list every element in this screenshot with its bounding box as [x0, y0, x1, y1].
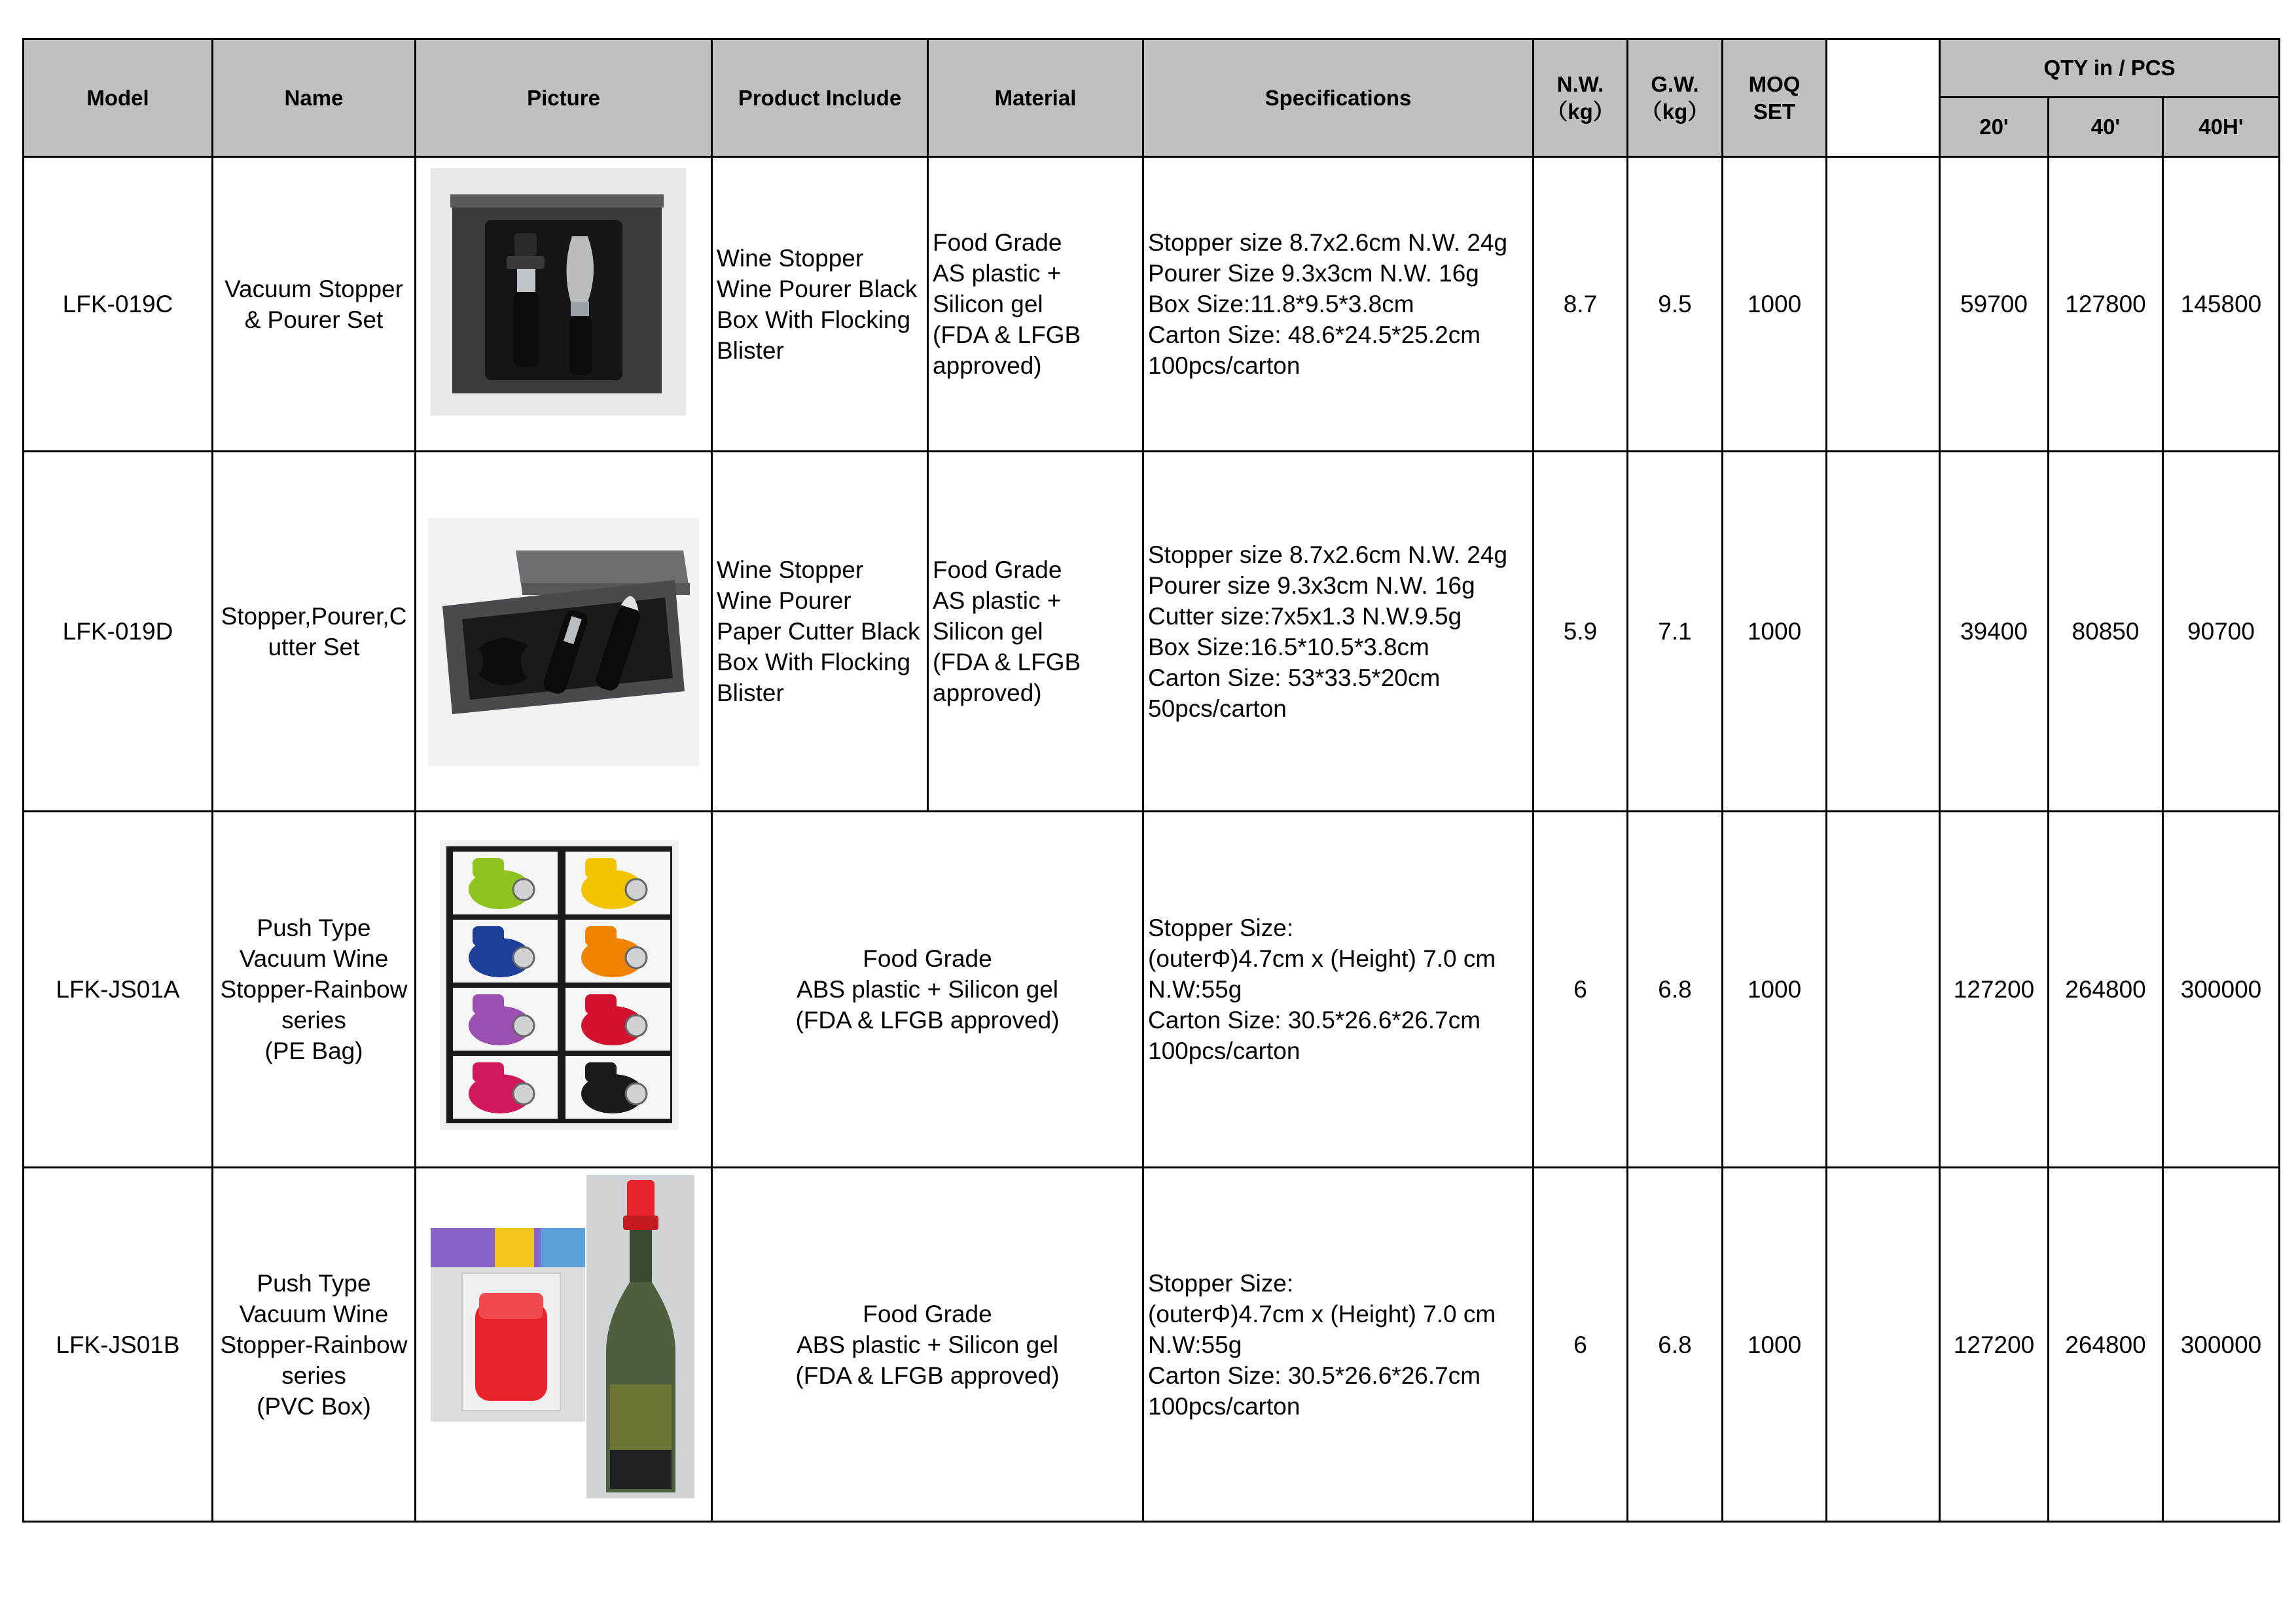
qty-40h-cell: 300000	[2163, 1168, 2280, 1522]
header-picture: Picture	[416, 39, 712, 157]
qty-40-cell: 264800	[2049, 1168, 2163, 1522]
product-include-cell: Wine Stopper Wine Pourer Paper Cutter Black Box With Flocking Blister	[712, 452, 928, 812]
stopper-valve	[513, 879, 534, 900]
qty-40h-cell: 145800	[2163, 157, 2280, 452]
wine-stopper-set-photo	[416, 158, 711, 450]
header-model: Model	[24, 39, 213, 157]
header-qty: QTY in / PCS	[1940, 39, 2280, 98]
moq-cell: 1000	[1723, 1168, 1827, 1522]
header-qty-40: 40'	[2049, 98, 2163, 157]
model-cell: LFK-JS01B	[24, 1168, 213, 1522]
qty-40h-cell: 300000	[2163, 812, 2280, 1168]
header-product-include: Product Include	[712, 39, 928, 157]
qty-40-cell: 80850	[2049, 452, 2163, 812]
blank-cell	[1827, 452, 1940, 812]
stopper-valve	[513, 1083, 534, 1104]
include-material-cell: Food Grade ABS plastic + Silicon gel (FDA & LFGB approved)	[712, 812, 1143, 1168]
blank-cell	[1827, 157, 1940, 452]
table-row	[24, 157, 2280, 452]
picture-cell	[416, 812, 712, 1168]
qty-20-cell: 127200	[1940, 812, 2049, 1168]
model-cell: LFK-019D	[24, 452, 213, 812]
qty-40h-cell: 90700	[2163, 452, 2280, 812]
header-name: Name	[213, 39, 416, 157]
moq-cell: 1000	[1723, 452, 1827, 812]
header-moq: MOQ SET	[1723, 39, 1827, 157]
pvc-box-stopper-photo	[416, 1168, 711, 1521]
nw-cell: 6	[1534, 1168, 1628, 1522]
header-gw: G.W. （kg）	[1628, 39, 1723, 157]
qty-40-cell: 264800	[2049, 812, 2163, 1168]
gw-cell: 6.8	[1628, 812, 1723, 1168]
header-qty-20: 20'	[1940, 98, 2049, 157]
table-row	[24, 812, 2280, 1168]
table-row	[24, 1168, 2280, 1522]
table-row	[24, 452, 2280, 812]
picture-cell	[416, 1168, 712, 1522]
name-cell: Stopper,Pourer,C utter Set	[213, 452, 416, 812]
gw-cell: 6.8	[1628, 1168, 1723, 1522]
header-specifications: Specifications	[1143, 39, 1534, 157]
product-include-cell: Wine Stopper Wine Pourer Black Box With Flocking Blister	[712, 157, 928, 452]
specifications-cell: Stopper Size: (outerΦ)4.7cm x (Height) 7.0 cm N.W:55g Carton Size: 30.5*26.6*26.7cm 100pcs/carton	[1143, 812, 1534, 1168]
stopper-valve	[626, 1015, 647, 1036]
nw-cell: 6	[1534, 812, 1628, 1168]
nw-cell: 5.9	[1534, 452, 1628, 812]
qty-40-cell: 127800	[2049, 157, 2163, 452]
gw-cell: 7.1	[1628, 452, 1723, 812]
stopper-valve	[626, 947, 647, 968]
gw-cell: 9.5	[1628, 157, 1723, 452]
stopper-valve	[626, 1083, 647, 1104]
nw-cell: 8.7	[1534, 157, 1628, 452]
stopper-valve	[513, 1015, 534, 1036]
name-cell: Push Type Vacuum Wine Stopper-Rainbow series (PVC Box)	[213, 1168, 416, 1522]
blank-cell	[1827, 812, 1940, 1168]
rainbow-stoppers-photo	[416, 812, 711, 1166]
blank-cell	[1827, 1168, 1940, 1522]
specifications-cell: Stopper Size: (outerΦ)4.7cm x (Height) 7.0 cm N.W:55g Carton Size: 30.5*26.6*26.7cm 100pcs/carton	[1143, 1168, 1534, 1522]
product-spec-table	[22, 38, 2280, 1523]
stopper-valve	[513, 947, 534, 968]
header-material: Material	[928, 39, 1143, 157]
picture-cell	[416, 157, 712, 452]
header-qty-40h: 40H'	[2163, 98, 2280, 157]
specifications-cell: Stopper size 8.7x2.6cm N.W. 24g Pourer size 9.3x3cm N.W. 16g Cutter size:7x5x1.3 N.W.9.5g Box Size:16.5*10.5*3.8cm Carton Size: 53*33.5*20cm 50pcs/carton	[1143, 452, 1534, 812]
picture-cell	[416, 452, 712, 812]
qty-20-cell: 127200	[1940, 1168, 2049, 1522]
model-cell: LFK-JS01A	[24, 812, 213, 1168]
name-cell: Push Type Vacuum Wine Stopper-Rainbow series (PE Bag)	[213, 812, 416, 1168]
model-cell: LFK-019C	[24, 157, 213, 452]
include-material-cell: Food Grade ABS plastic + Silicon gel (FDA & LFGB approved)	[712, 1168, 1143, 1522]
specifications-cell: Stopper size 8.7x2.6cm N.W. 24g Pourer Size 9.3x3cm N.W. 16g Box Size:11.8*9.5*3.8cm Carton Size: 48.6*24.5*25.2cm 100pcs/carton	[1143, 157, 1534, 452]
stopper-pourer-cutter-set-photo	[416, 452, 711, 810]
qty-20-cell: 39400	[1940, 452, 2049, 812]
material-cell: Food Grade AS plastic + Silicon gel (FDA & LFGB approved)	[928, 157, 1143, 452]
header-blank	[1827, 39, 1940, 157]
qty-20-cell: 59700	[1940, 157, 2049, 452]
material-cell: Food Grade AS plastic + Silicon gel (FDA & LFGB approved)	[928, 452, 1143, 812]
moq-cell: 1000	[1723, 157, 1827, 452]
moq-cell: 1000	[1723, 812, 1827, 1168]
name-cell: Vacuum Stopper & Pourer Set	[213, 157, 416, 452]
header-nw: N.W. （kg）	[1534, 39, 1628, 157]
stopper-valve	[626, 879, 647, 900]
